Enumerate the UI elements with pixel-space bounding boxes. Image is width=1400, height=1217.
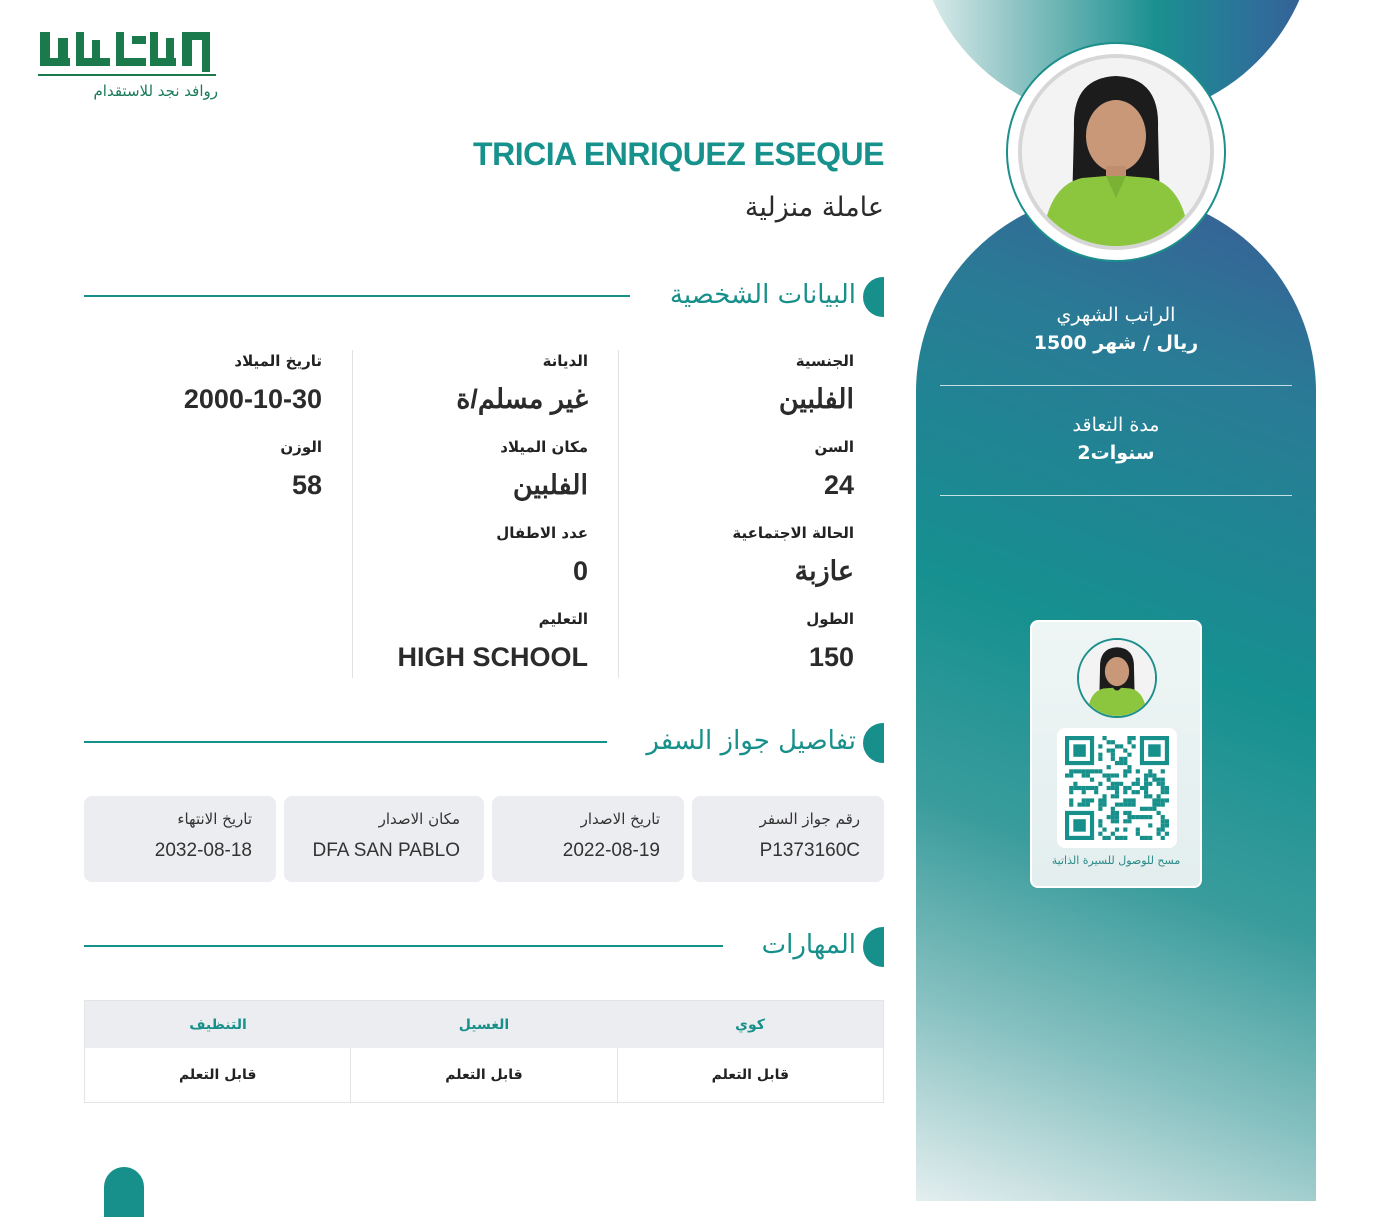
field-value: 0 [572,556,588,586]
skills-level-row [85,1048,883,1102]
field-value: 2000-10-30 [183,384,322,414]
passport-field-value: 2032-08-18 [154,840,252,861]
field-label: الحالة الاجتماعية [732,524,854,542]
passport-expiry-card [84,796,276,882]
section-line [84,741,607,743]
passport-field-value: P1373160C [759,840,860,861]
sidebar-divider [940,495,1292,496]
skills-table [84,1000,884,1103]
field-value: 150 [808,642,854,672]
field-value: 24 [823,470,854,500]
column-divider [618,350,619,678]
salary-value: 1500 ريال / شهر [1033,332,1199,354]
qr-caption: مسح للوصول للسيرة الذاتية [1051,854,1181,867]
field-label: الطول [806,610,854,628]
qr-code-icon [1065,736,1169,840]
logo-mark-icon [38,30,216,78]
field-label: الوزن [280,438,322,456]
profile-photo-frame [1006,42,1226,262]
field-birthdate [184,352,322,415]
section-marker [863,723,884,763]
skill-level: قابل التعلم [617,1048,883,1102]
field-weight [280,438,322,501]
field-marital-status [732,524,854,587]
passport-section-title: تفاصيل جواز السفر [646,726,856,756]
profile-photo [1018,54,1214,250]
salary-label: الراتب الشهري [1056,304,1176,326]
field-religion [456,352,588,415]
salary-block [940,304,1292,354]
field-label: السن [814,438,854,456]
person-avatar-icon [1022,58,1210,246]
field-children [496,524,588,587]
field-value: الفلبين [512,470,588,500]
field-value: HIGH SCHOOL [397,642,588,672]
skill-level: قابل التعلم [350,1048,616,1102]
passport-field-label: تاريخ الاصدار [580,810,660,828]
field-nationality [779,352,854,415]
passport-field-value: DFA SAN PABLO [312,840,460,861]
sidebar-divider [940,385,1292,386]
field-education [397,610,588,673]
footer-decoration [104,1167,144,1217]
field-label: تاريخ الميلاد [234,352,322,370]
field-age [814,438,854,501]
skills-section-title: المهارات [761,930,856,960]
field-value: الفلبين [778,384,854,414]
passport-field-value: 2022-08-19 [562,840,660,861]
contract-value: 2سنوات [1077,442,1155,464]
qr-card-photo [1077,638,1157,718]
passport-issue-date-card [492,796,684,882]
passport-issue-place-card [284,796,484,882]
person-avatar-icon [1079,640,1155,716]
field-value: غير مسلم/ة [456,384,588,414]
field-value: عازبة [794,556,854,586]
candidate-name: TRICIA ENRIQUEZ ESEQUE [473,136,884,172]
skills-header-row [85,1001,883,1048]
passport-field-label: رقم جواز السفر [759,810,860,828]
field-label: عدد الاطفال [496,524,588,542]
qr-id-card [1030,620,1202,888]
field-birthplace [500,438,588,501]
contract-label: مدة التعاقد [1072,414,1160,436]
brand-logo [38,30,218,106]
section-marker [863,277,884,317]
brand-tagline: روافد نجد للاستقدام [93,82,218,100]
skill-name: الغسيل [458,1016,510,1033]
section-line [84,945,723,947]
passport-field-label: مكان الاصدار [378,810,460,828]
field-value: 58 [291,470,322,500]
skill-name: التنظيف [189,1016,247,1033]
field-label: الديانة [542,352,588,370]
section-marker [863,927,884,967]
skill-level: قابل التعلم [178,1067,257,1083]
qr-code[interactable] [1057,728,1177,848]
section-line [84,295,630,297]
field-label: الجنسية [795,352,854,370]
field-height [806,610,854,673]
field-label: التعليم [538,610,588,628]
job-title: عاملة منزلية [744,192,884,223]
personal-section-title: البيانات الشخصية [669,280,856,310]
passport-number-card [692,796,884,882]
contract-block [940,414,1292,464]
column-divider [352,350,353,678]
skill-name: كوي [735,1016,765,1033]
passport-field-label: تاريخ الانتهاء [177,810,252,828]
field-label: مكان الميلاد [500,438,588,456]
